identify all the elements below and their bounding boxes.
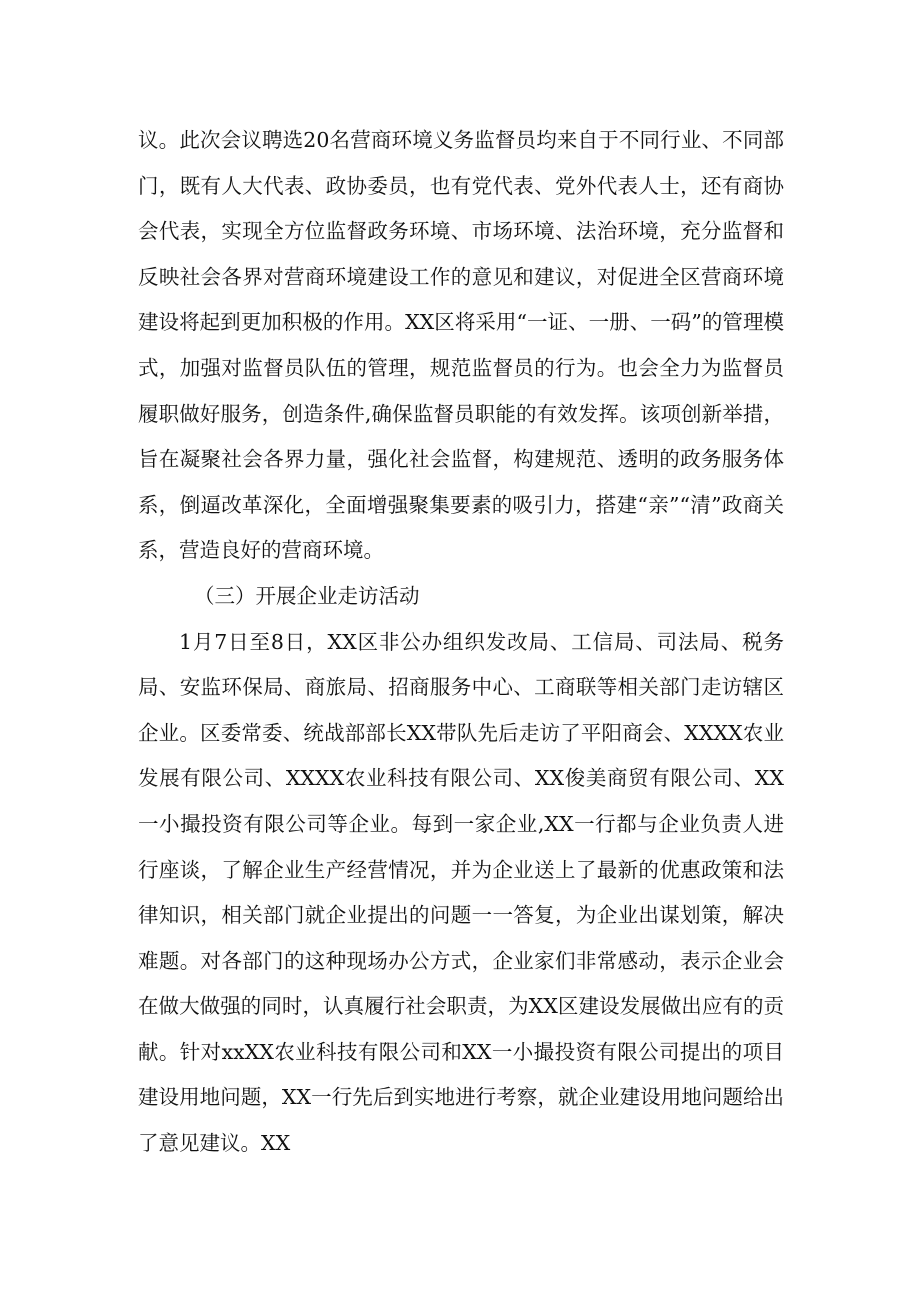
section-heading: （三）开展企业走访活动 — [194, 583, 420, 608]
document-body — [138, 118, 784, 1167]
paragraph-enterprise-visits: 1月7日至8日，XX区非公办组织发改局、工信局、司法局、税务局、安监环保局、商旅局、招商服务中心、工商联等相关部门走访辖区企业。区委常委、统战部部长XX带队先后走访了平阳商会、XXXX农业发展有限公司、XXXX农业科技有限公司、XX俊美商贸有限公司、XX一小撮投资有限公司等企业。每到一家企业,XX一行都与企业负责人进行座谈，了解企业生产经营情况，并为企业送上了最新的优惠政策和法律知识，相关部门就企业提出的问题一一答复，为企业出谋划策，解决难题。对各部门的这种现场办公方式，企业家们非常感动，表示企业会在做大做强的同时，认真履行社会职责，为XX区建设发展做出应有的贡献。针对xxXX农业科技有限公司和XX一小撮投资有限公司提出的项目建设用地问题，XX一行先后到实地进行考察，就企业建设用地问题给出了意见建议。XX — [138, 629, 784, 1156]
paragraph-continuation: 议。此次会议聘选20名营商环境义务监督员均来自于不同行业、不同部门，既有人大代表、政协委员，也有党代表、党外代表人士，还有商协会代表，实现全方位监督政务环境、市场环境、法治环境，充分监督和反映社会各界对营商环境建设工作的意见和建议，对促进全区营商环境建设将起到更加积极的作用。XX区将采用“一证、一册、一码”的管理模式，加强对监督员队伍的管理，规范监督员的行为。也会全力为监督员履职做好服务，创造条件,确保监督员职能的有效发挥。该项创新举措，旨在凝聚社会各界力量，强化社会监督，构建规范、透明的政务服务体系，倒逼改革深化，全面增强聚集要素的吸引力，搭建“亲”“清”政商关系，营造良好的营商环境。 — [138, 128, 784, 563]
